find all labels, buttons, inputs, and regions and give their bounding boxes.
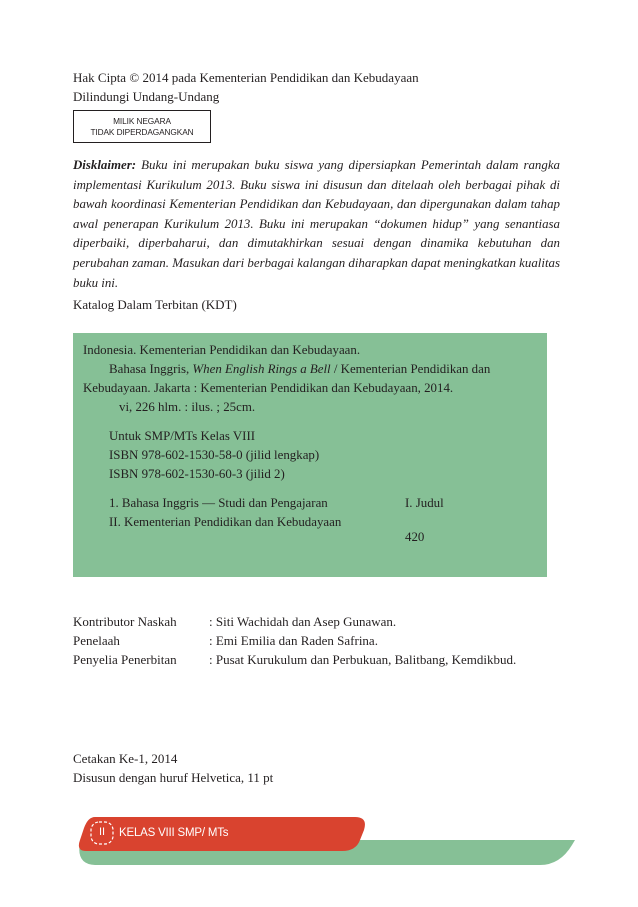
credit-value: : Siti Wachidah dan Asep Gunawan.: [209, 614, 397, 629]
disclaimer-label: Disklaimer:: [73, 158, 137, 172]
state-property-stamp: [73, 110, 211, 143]
kdt-audience-line: Untuk SMP/MTs Kelas VIII: [109, 429, 256, 443]
kdt-class-number: 420: [405, 530, 425, 544]
kdt-publisher-line: Kebudayaan. Jakarta : Kementerian Pendidikan dan Kebudayaan, 2014.: [83, 381, 454, 395]
kdt-isbn-complete: ISBN 978-602-1530-58-0 (jilid lengkap): [109, 448, 320, 462]
kdt-book-title: When English Rings a Bell: [192, 362, 331, 376]
kdt-box: [73, 333, 547, 577]
kdt-author-line: Indonesia. Kementerian Pendidikan dan Kebudayaan.: [83, 343, 361, 357]
font-note-line: Disusun dengan huruf Helvetica, 11 pt: [73, 770, 274, 785]
credit-value: : Pusat Kurukulum dan Perbukuan, Balitbang, Kemdikbud.: [209, 652, 517, 667]
credit-value: : Emi Emilia dan Raden Safrina.: [209, 633, 378, 648]
credit-label: Penyelia Penerbitan: [73, 652, 177, 667]
protection-line: Dilindungi Undang-Undang: [73, 89, 220, 104]
page-number: II: [98, 826, 106, 838]
disclaimer-paragraph: [73, 156, 560, 293]
edition-line: Cetakan Ke-1, 2014: [73, 751, 178, 766]
printing-info: [73, 749, 273, 787]
footer-grade-label: KELAS VIII SMP/ MTs: [119, 827, 229, 839]
kdt-title-prefix: Bahasa Inggris,: [109, 362, 193, 376]
kdt-isbn-volume: ISBN 978-602-1530-60-3 (jilid 2): [109, 467, 285, 481]
stamp-line-2: TIDAK DIPERDAGANGKAN: [90, 127, 194, 137]
credit-label: Penelaah: [73, 633, 120, 648]
kdt-subject-title: I. Judul: [405, 496, 444, 510]
kdt-title-line: [109, 360, 490, 379]
kdt-title-suffix: / Kementerian Pendidikan dan: [330, 362, 491, 376]
credit-label: Kontributor Naskah: [73, 614, 177, 629]
copyright-line: Hak Cipta © 2014 pada Kementerian Pendidikan dan Kebudayaan: [73, 70, 419, 85]
catalog-title: Katalog Dalam Terbitan (KDT): [73, 297, 237, 312]
kdt-subject-2: II. Kementerian Pendidikan dan Kebudayaan: [109, 515, 342, 529]
kdt-subject-1: 1. Bahasa Inggris — Studi dan Pengajaran: [109, 496, 328, 510]
stamp-line-1: MILIK NEGARA: [113, 116, 171, 126]
copyright-notice: [73, 68, 419, 106]
kdt-physical-line: vi, 226 hlm. : ilus. ; 25cm.: [119, 400, 256, 414]
disclaimer-text: Buku ini merupakan buku siswa yang dipersiapkan Pemerintah dalam rangka implementasi Kurikulum 2013. Buku siswa ini disusun dan ditelaah oleh berbagai pihak di bawah koordinasi Kementerian Pendidikan dan Kebudayaan, dan dipergunakan dalam tahap awal penerapan Kurikulum 2013. Buku ini merupakan “dokumen hidup” yang senantiasa diperbaiki, diperbaharui, dan dimutakhirkan sesuai dengan dinamika kebutuhan dan perubahan zaman. Masukan dari berbagai kalangan diharapkan dapat meningkatkan kualitas buku ini.: [73, 158, 560, 290]
